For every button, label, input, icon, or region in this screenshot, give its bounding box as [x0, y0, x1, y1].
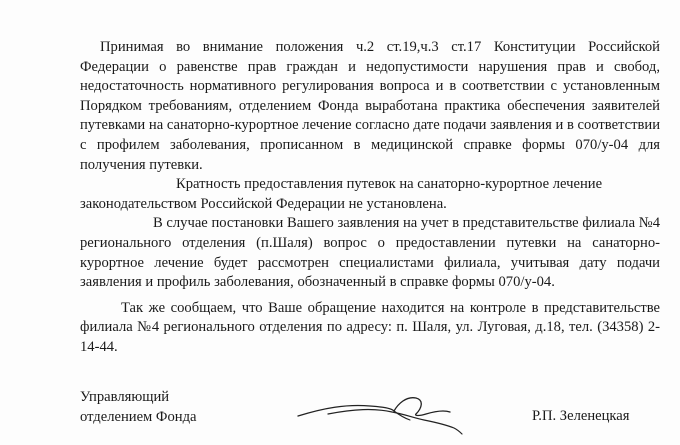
signatory-title-line2: отделением Фонда — [80, 408, 197, 425]
paragraph-frequency: Кратность предоставления путевок на санаторно-курортное лечение законодательством Российской Федерации не установлена. — [80, 176, 603, 212]
paragraph-registration: В случае постановки Вашего заявления на учет в представительстве филиала №4 регионального отделения (п.Шаля) вопрос о предоставлении путевки на санаторно-курортное лечение будет рассмотрен специалистами филиала, учитывая дату подачи заявления и профиль заболевания, обозначенный в справке формы 070/у-04. — [80, 215, 660, 291]
paragraph-control: Так же сообщаем, что Ваше обращение находится на контроле в представительстве филиала №4 регионального отделения по адресу: п. Шаля, ул. Луговая, д.18, тел. (34358) 2-14-44. — [80, 299, 660, 355]
letter-body — [80, 38, 660, 358]
signatory-title-line1: Управляющий — [80, 389, 170, 405]
signatory-name: Р.П. Зеленецкая — [532, 408, 630, 424]
paragraph-constitution: Принимая во внимание положения ч.2 ст.19,ч.3 ст.17 Конституции Российской Федерации о равенстве прав граждан и недопустимости нарушения прав и свобод, недостаточность нормативного регулирования вопроса и в соответствии с установленным Порядком требованиям, отделением Фонда выработана практика обеспечения заявителей путевками на санаторно-курортное лечение согласно дате подачи заявления и в соответствии с профилем заболевания, прописанном в медицинской справке формы 070/у-04 для получения путевки. — [80, 39, 660, 173]
handwritten-signature — [294, 378, 494, 438]
signatory-title — [80, 388, 196, 427]
